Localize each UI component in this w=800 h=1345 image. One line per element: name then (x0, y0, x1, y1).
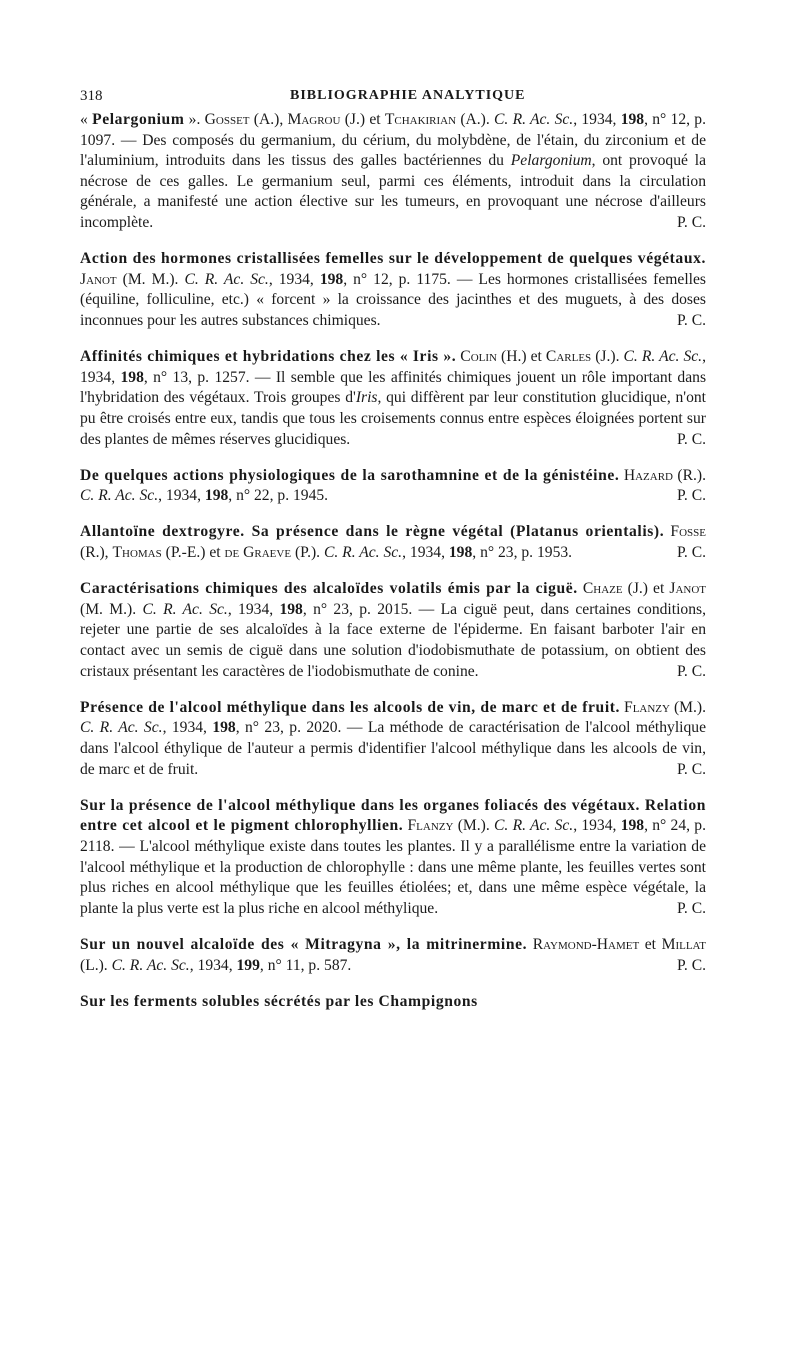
bibliography-entry: De quelques actions physiologiques de la sarothamnine et de la génistéine. Hazard (R.). C. R. Ac. Sc., 1934, 198, n° 22, p. 1945. P. C. (80, 466, 706, 507)
page-header (80, 88, 706, 110)
page-number: 318 (80, 88, 103, 104)
bibliography-entry: Allantoïne dextrogyre. Sa présence dans le règne végétal (Platanus orientalis). Fosse (R.), Thomas (P.-E.) et de Graeve (P.). C. R. Ac. Sc., 1934, 198, n° 23, p. 1953. P. C. (80, 522, 706, 563)
author: Janot (80, 270, 117, 288)
entry-title: Sur la présence de l'alcool méthylique dans les organes foliacés des végétaux. Relation entre cet alcool et le pigment chlorophyllien. (80, 796, 706, 835)
entry-title: Présence de l'alcool méthylique dans les alcools de vin, de marc et de fruit. (80, 698, 621, 716)
journal: C. R. Ac. Sc. (80, 719, 163, 737)
bibliography-entry: Action des hormones cristallisées femelles sur le développement de quelques végétaux. Janot (M. M.). C. R. Ac. Sc., 1934, 198, n° 12, p. 1175. — Les hormones cristallisées femelles (équiline, folliculine, etc.) « forcent » la croissance des jacinthes et des muguets, à des doses inconnues pour les autres substances chimiques. P. C. (80, 249, 706, 331)
author: Thomas (112, 544, 162, 562)
author: Flanzy (407, 817, 454, 835)
journal: C. R. Ac. Sc. (80, 487, 159, 505)
volume: 198 (212, 719, 236, 737)
entry-title: Sur les ferments solubles sécrétés par les Champignons (80, 992, 478, 1010)
volume: 199 (236, 956, 260, 974)
author: Tchakirian (384, 111, 457, 128)
bibliography-entry: Présence de l'alcool méthylique dans les alcools de vin, de marc et de fruit. Flanzy (M.). C. R. Ac. Sc., 1934, 198, n° 23, p. 2020. — La méthode de caractérisation de l'alcool méthylique dans l'alcool éthylique de l'auteur a permis d'identifier l'alcool méthylique dans les alcools de vin, de marc et de fruit. P. C. (80, 698, 706, 780)
author: Gosset (204, 111, 250, 128)
signature: P. C. (676, 899, 706, 917)
author: Magrou (287, 111, 341, 128)
entry-title: Pelargonium (92, 111, 185, 128)
entry-title: De quelques actions physiologiques de la sarothamnine et de la génistéine. (80, 466, 620, 484)
journal: C. R. Ac. Sc. (623, 348, 703, 366)
author: Hazard (623, 466, 673, 484)
signature: P. C. (676, 213, 706, 231)
author: de Graeve (224, 544, 292, 562)
journal: C. R. Ac. Sc. (111, 956, 190, 974)
entry-title-genus: Iris (412, 348, 439, 366)
volume: 198 (620, 111, 645, 128)
entry-title: Caractérisations chimiques des alcaloïdes volatils émis par la ciguë. (80, 580, 578, 598)
bibliography-entry: Affinités chimiques et hybridations chez les « Iris ». Colin (H.) et Carles (J.). C. R. Ac. Sc., 1934, 198, n° 13, p. 1257. — Il semble que les affinités chimiques jouent un rôle important dans l'hybridation des végétaux. Trois groupes d'Iris, qui diffèrent par leur constitution glucidique, n'ont pu être croisés entre eux, tandis que tous les croisements connus entre espèces éloignées portent sur des plantes de mêmes réserves glucidiques. P. C. (80, 347, 706, 450)
author: Colin (460, 348, 497, 366)
volume: 198 (448, 544, 473, 562)
volume: 198 (279, 600, 303, 618)
bibliography-entry (80, 992, 706, 1013)
journal: C. R. Ac. Sc. (323, 544, 403, 562)
journal: C. R. Ac. Sc. (494, 817, 574, 835)
genus-name: Iris (355, 389, 378, 407)
signature: P. C. (676, 430, 706, 448)
entry-title: Affinités chimiques et hybridations chez les « (80, 348, 413, 366)
signature: P. C. (676, 760, 706, 778)
signature: P. C. (676, 311, 706, 329)
volume: 198 (319, 270, 344, 288)
author: Fosse (670, 523, 706, 541)
author: Chaze (582, 580, 623, 598)
genus-name: Pelargonium (510, 152, 592, 170)
author: Flanzy (624, 698, 670, 716)
bibliography-entry: « Pelargonium ». Gosset (A.), Magrou (J.) et Tchakirian (A.). C. R. Ac. Sc., 1934, 198, n° 12, p. 1097. — Des composés du germanium, du cérium, du molybdène, de l'étain, du zirconium et de l'aluminium, introduits dans les tissus des galles bactériennes du Pelargonium, ont provoqué la nécrose de ces galles. Le germanium seul, parmi ces éléments, introduit dans la circulation générale, a manifesté une action élective sur les tumeurs, en provoquant une nécrose d'ailleurs incomplète. P. C. (80, 110, 706, 234)
entry-title: Allantoïne dextrogyre. Sa présence dans le règne végétal (Platanus orientalis). (80, 523, 665, 541)
bibliography-entry: Sur un nouvel alcaloïde des « Mitragyna », la mitrinermine. Raymond-Hamet et Millat (L.). C. R. Ac. Sc., 1934, 199, n° 11, p. 587. P. C. (80, 935, 706, 976)
journal: C. R. Ac. Sc. (142, 600, 228, 618)
journal: C. R. Ac. Sc. (184, 270, 269, 288)
author: Raymond-Hamet (532, 935, 640, 953)
volume: 198 (620, 817, 645, 835)
running-title: BIBLIOGRAPHIE ANALYTIQUE (290, 88, 526, 103)
author: Janot (669, 580, 706, 598)
bibliography-entry: Caractérisations chimiques des alcaloïdes volatils émis par la ciguë. Chaze (J.) et Janot (M. M.). C. R. Ac. Sc., 1934, 198, n° 23, p. 2015. — La ciguë peut, dans certaines conditions, rejeter une partie de ses alcaloïdes à la face externe de l'épiderme. En faisant barboter l'air en contact avec un semis de ciguë dans une solution d'iodobismuthate de potassium, on obtient des cristaux présentant les caractères de l'iodobismuthate de conine. P. C. (80, 579, 706, 682)
signature: P. C. (676, 487, 706, 505)
author: Carles (545, 348, 592, 366)
volume: 198 (204, 487, 229, 505)
bibliography-entry: Sur la présence de l'alcool méthylique dans les organes foliacés des végétaux. Relation entre cet alcool et le pigment chlorophyllien. Flanzy (M.). C. R. Ac. Sc., 1934, 198, n° 24, p. 2118. — L'alcool méthylique existe dans toutes les plantes. Il y a parallélisme entre la variation de l'alcool méthylique et la production de chlorophylle : dans une même plante, les feuilles vertes sont plus riches en alcool méthylique que les feuilles étiolées; et, dans une même espèce végétale, la plante la plus verte est la plus riche en alcool méthylique. P. C. (80, 796, 706, 920)
entry-title: Action des hormones cristallisées femelles sur le développement de quelques végétaux. (80, 250, 706, 268)
volume: 198 (120, 368, 144, 386)
page (80, 88, 706, 1028)
signature: P. C. (676, 956, 706, 974)
journal: C. R. Ac. Sc. (494, 111, 574, 128)
signature: P. C. (676, 662, 706, 680)
author: Millat (661, 935, 706, 953)
signature: P. C. (676, 544, 706, 562)
entry-title: Sur un nouvel alcaloïde des « Mitragyna », la mitrinermine. (80, 935, 528, 953)
